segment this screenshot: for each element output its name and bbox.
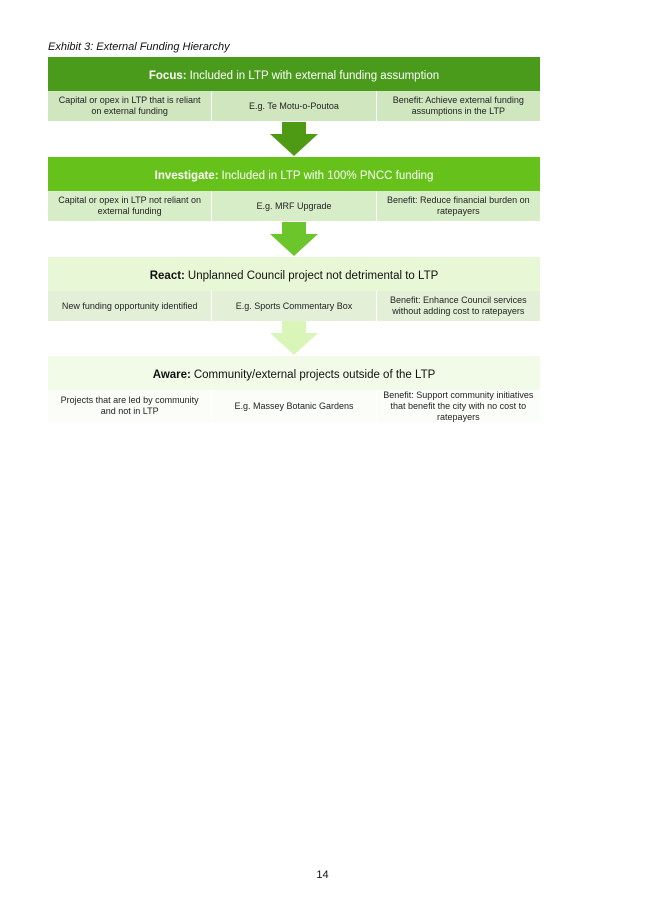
tier-focus bbox=[48, 57, 540, 121]
tier-description: Included in LTP with 100% PNCC funding bbox=[221, 170, 434, 182]
tier-description: Unplanned Council project not detrimental to LTP bbox=[187, 270, 439, 282]
down-arrow-icon bbox=[270, 122, 318, 156]
tier-criteria: New funding opportunity identified bbox=[61, 300, 198, 311]
tier-example: E.g. Massey Botanic Gardens bbox=[211, 390, 375, 422]
tier-level: React: bbox=[149, 270, 185, 282]
tier-header bbox=[48, 356, 540, 390]
tier-aware bbox=[48, 356, 540, 422]
tier-header bbox=[48, 157, 540, 191]
page-number: 14 bbox=[316, 869, 329, 881]
tier-criteria: Capital or opex in LTP not reliant on external funding bbox=[58, 195, 202, 216]
tier-benefit: Benefit: Support community initiatives that benefit the city with no cost to ratepayers bbox=[376, 390, 540, 422]
tier-description: Community/external projects outside of the LTP bbox=[193, 369, 436, 381]
tier-example: E.g. Te Motu-o-Poutoa bbox=[211, 91, 375, 121]
tier-example: E.g. Sports Commentary Box bbox=[211, 291, 375, 321]
tier-header bbox=[48, 257, 540, 291]
tier-benefit: Benefit: Reduce financial burden on ratepayers bbox=[376, 191, 540, 221]
tier-level: Focus: bbox=[148, 70, 187, 82]
down-arrow-icon bbox=[270, 321, 318, 355]
tier-level: Aware: bbox=[152, 369, 191, 381]
tier-row bbox=[48, 191, 540, 221]
tier-criteria: Projects that are led by community and not in LTP bbox=[60, 395, 199, 416]
tier-investigate bbox=[48, 157, 540, 221]
tier-row bbox=[48, 390, 540, 422]
tier-benefit: Benefit: Achieve external funding assumptions in the LTP bbox=[376, 91, 540, 121]
tier-react bbox=[48, 257, 540, 321]
tier-header bbox=[48, 57, 540, 91]
down-arrow-icon bbox=[270, 222, 318, 256]
tier-description: Included in LTP with external funding assumption bbox=[189, 70, 440, 82]
tier-row bbox=[48, 91, 540, 121]
tier-row bbox=[48, 291, 540, 321]
tier-example: E.g. MRF Upgrade bbox=[211, 191, 375, 221]
tier-level: Investigate: bbox=[154, 170, 219, 182]
exhibit-title: Exhibit 3: External Funding Hierarchy bbox=[48, 41, 230, 53]
tier-benefit: Benefit: Enhance Council services without adding cost to ratepayers bbox=[376, 291, 540, 321]
tier-criteria: Capital or opex in LTP that is reliant on external funding bbox=[58, 95, 201, 116]
